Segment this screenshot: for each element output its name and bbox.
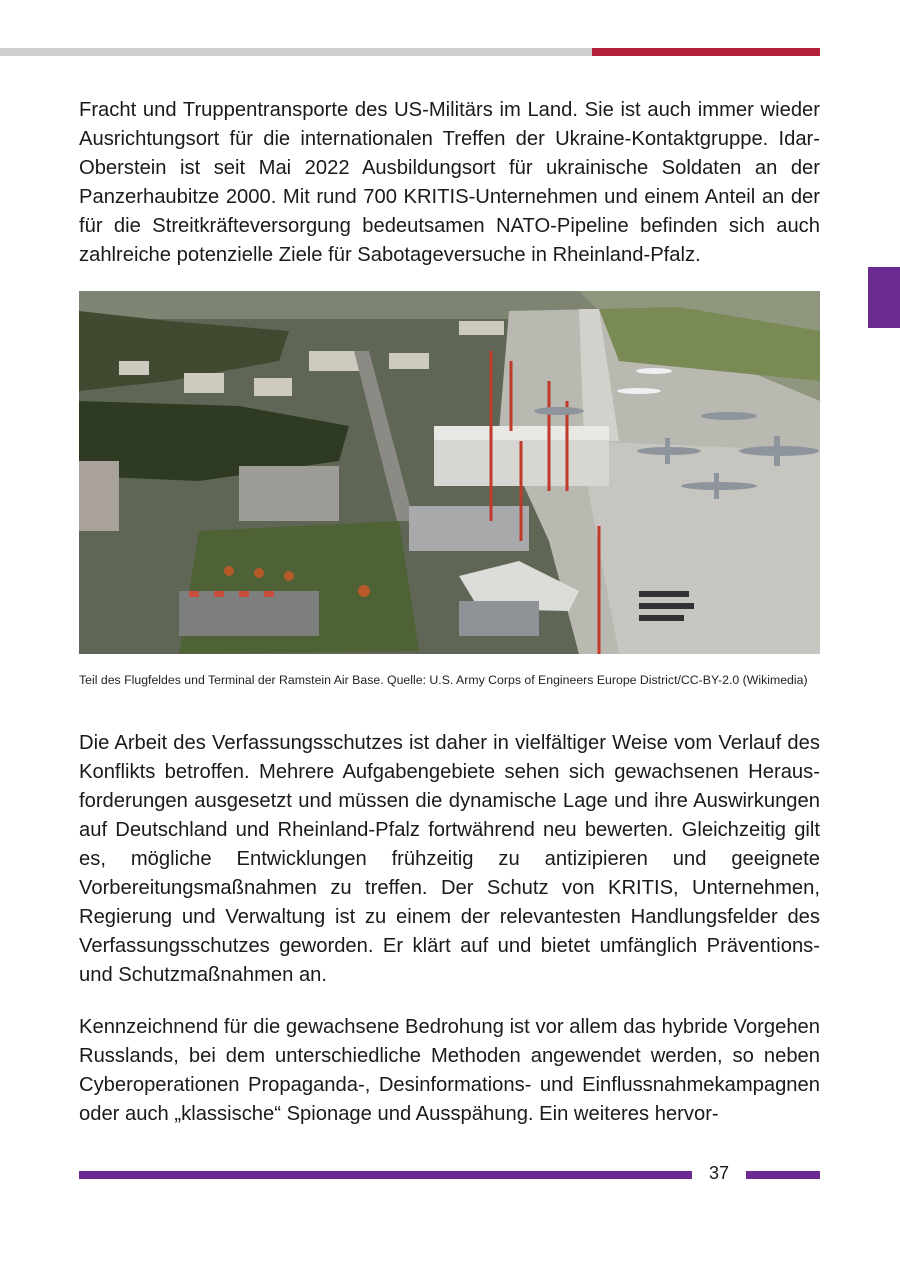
body-paragraph-2: Die Arbeit des Verfassungsschutzes ist daher in vielfältiger Weise vom Verlauf des Konflikts betroffen. Mehrere Aufgabengebiete sehen sich gewachsenen Herausforderungen ausgesetzt und müssen die dynamische Lage und ihre Auswirkungen auf Deutschland und Rheinland-Pfalz fortwährend neu bewerten. Gleichzeitig gilt es, mögliche Entwicklungen frühzeitig zu antizipieren und geeignete Vorbereitungsmaßnahmen zu treffen. Der Schutz von KRITIS, Unternehmen, Regierung und Verwaltung ist zu einem der relevantesten Handlungsfelder des Verfassungsschutzes geworden. Er klärt auf und bietet umfänglich Präventions- und Schutzmaßnahmen an. bbox=[79, 732, 820, 986]
footer-rule-left bbox=[79, 1171, 692, 1179]
header-rule-accent bbox=[592, 48, 820, 56]
body-paragraph-1: Fracht und Truppentransporte des US-Militärs im Land. Sie ist auch immer wieder Ausrichtungsort für die internationalen Treffen der Ukraine-Kontaktgruppe. Idar-Oberstein ist seit Mai 2022 Ausbildungsort für ukrainische Soldaten an der Panzerhaubitze 2000. Mit rund 700 KRITIS-Unternehmen und einem Anteil an der für die Streitkräfteversorgung bedeutsamen NATO-Pipeline befinden sich auch zahlreiche potenzielle Ziele für Sabotageversuche in Rheinland-Pfalz. bbox=[79, 99, 820, 266]
airbase-photo-illustration bbox=[79, 291, 820, 654]
figure-caption: Teil des Flugfeldes und Terminal der Ramstein Air Base. Quelle: U.S. Army Corps of Engineers Europe District/CC-BY-2.0 (Wikimedia) bbox=[79, 673, 808, 687]
body-paragraph-3: Kennzeichnend für die gewachsene Bedrohung ist vor allem das hybride Vorgehen Russlands, bei dem unterschiedliche Methoden angewendet werden, so neben Cyberoperationen Propaganda-, Desinformations- und Einflussnahmekampagnen oder auch „klassische“ Spionage und Ausspähung. Ein weiteres hervor- bbox=[79, 1016, 820, 1125]
header-rule-grey bbox=[0, 48, 592, 56]
airbase-photo bbox=[79, 291, 820, 654]
footer-rule-right bbox=[746, 1171, 820, 1179]
page-number: 37 bbox=[708, 1163, 730, 1183]
chapter-tab-marker bbox=[868, 267, 900, 328]
